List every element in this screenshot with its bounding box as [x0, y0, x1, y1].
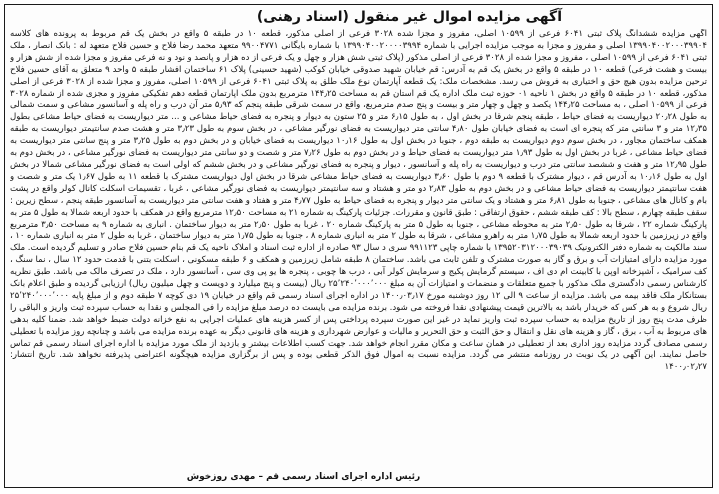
notice-body: آگهی مزایده ششدانگ پلاک ثبتی ۶۰۴۱ فرعی از ۱۰۵۹۹ اصلی، مفروز و مجزا شده ۳۰۲۸ فرعی از اصلی مذکور، قطعه ۱۰ در طبقه ۵ واقع در بخش یک قم مربوط به پرونده های کلاسه ۱۳۹۹۰۴۰۰۲۰۰۰۳۹۹۰۴ اصلی و مفروز و مجزا به موجب مزایده اجرایی با شماره ۱۳۹۹۰۴۰۰۲۰۰۰۰۳۹۹۴ با شماره بایگانی ۹۹۰۰۴۷۷۱ متعهد محمد رضا فلاح و حسین فلاح متعهد له : بانک انصار ، ملک ثبتی ۶۰۴۱ فرعی از ۱۰۵۹۹ اصلی ، مفروز و مجزا شده از ۳۰۲۸ فرعی از اصلی مذکور (پلاک ثبتی شش هزار و چهل و یک فرعی از ده هزار و پانصد و نود و نه فرعی مفروز و مجزا شده از شش هزار و بیست و هشت فرعی) قطعه ۱۰ در طبقه ۵ واقع در بخش یک قم به آدرس: قم خیابان شهید صدوقی خیابان کوکب (شهید حسینی) پلاک ۶۱ ساختمان افشار طبقه ۵ واحد ۹ متعلق به آقای حسین فلاح ترحین مزایده بدون هیچ حق و اختیاری به فروش می رسد. مشخصات ملک: یک قطعه آپارتمان نوع ملک طلق به پلاک ثبتی ۶۰۴۱ فرعی از ۱۰۵۹۹ اصلی، مفروز و مجزا شده از ۳۰۲۸ فرعی از اصلی مذکور، قطعه ۱۰ در طبقه ۵ واقع در بخش ۱ ناحیه ۰۱ حوزه ثبت ملک اداره یک قم استان قم به مساحت ۱۴۴٫۲۵ مترمربع بدون ملک اپارتمان قطعه دهم تفکیکی مفروز و مجزی شده از شماره ۳۰۲۸ فرعی از ۱۰۵۹۹ اصلی ، به مساحت ۱۴۴٫۲۵ یکصد و چهل و چهار متر و بیست و پنج صدم مترمربع، واقع در سمت شرقی طبقه پنجم که ۵٫۹۳ متر آن درب و راه پله و آسانسور مشاعی و سمت شمالی به طول ۲۰٫۲۸ دیواریست به فضای حیاط ، طبقه پنجم شرقا در بخش اول ، به طول ۶٫۱۵ متر و ۲۵ ستون به دیوار و پنجره به فضای حیاط مشاعی و ... متر دیواریست به فضای حیاط مشاعی بطول ۱۲٫۳۵ متر و ۳ سانتی متر که پنجره ای است به فضای خیابان طول ۴٫۸۰ سانتی متر دیواریست به فضای نورگیر مشاعی ، در بخش سوم به طول ۳٫۲۳ متر و هشت صدم سانتیمتر دیواریست به طبقه همکف ساختمان مجاور ، در بخش سوم دوم دیواریست به طبقه دوم ، جنوبا در بخش اول به طول ۱۰٫۱۶ دیواریست به فضای خیابان و در بخش دوم به طول ۳٫۲۵ متر و پنج سانتی متر دیواریست به فضای حیاط مشاعی ، غربا در بخش اول به طول ۱٫۹۳ متر دیواریست به فضای حیاط و در بخش دوم به طول ۷٫۲۶ متر و شصت و دو سانتی متر دیواریست به فضای نورگیر مشاعی ، در بخش دوم به طول ۱۲٫۹۵ متر و هفت و ششصد سانتی متر درب و دیواریست به راه پله و آسانسور ، دیوار و پنجره به فضای نورگیر مشاعی و در بخش ششم که اولی است به فضای نورگیر مشاعی شمالا در بخش اول به طول ۱۰٫۱۶ به آدرس قم ، دیوار مشترک با قطعه ۹ دوم با طول ۳٫۶۰ دیواریست به فضای حیاط مشاعی شرقا در بخش اول دیواریست مشترک با قطعه ۱۱ به طول ۱٫۶۷ یک متر و شصت و هفت سانتیمتر دیواریست به فضای حیاط مشاعی و در بخش دوم به طول ۲٫۸۳ دو متر و هشتاد و سه سانتیمتر دیواریست به فضای نورگیر مشاعی ، غربا ، تقسیمات اسکلت کانال کولر واقع در پشت بام و کانال های مشاعی ، جنوبا به طول ۶٫۸۱ متر و هشتاد و یک سانتی متر دیوار و پنجره به فضای حیاط به طول ۴٫۷۷ متر و هفتاد و هفت سانتی متر دیواریست به آسانسور طبقه پنجم ، سطح زیرین : سقف طبقه چهارم ، سطح بالا : کف طبقه ششم ، حقوق ارتفاقی : طبق قانون و مقررات. جزئیات پارکینگ به شماره ۲۱ به مساحت ۱۲٫۵۰ مترمربع واقع در همکف با حدود اربعه شمالا به طول ۵ متر به پارکینگ شماره ۲۲ ، شرقا به طول ۲٫۵۰ متر به محوطه مشاعی ، جنوبا به طول ۵ متر به پارکینگ شماره ۲۰ ، غربا به طول ۲٫۵۰ متر به دیوار ساختمان . انباری به شماره ۹ به مساحت ۳٫۵۰ مترمربع واقع در زیرزمین با حدود اربعه شمالا به طول ۱٫۷۵ متر به راهرو مشاعی ، شرقا به طول ۲ متر به انباری شماره ۸ ، جنوبا به طول ۱٫۷۵ متر به دیوار ساختمان ، غربا به طول ۲ متر به انباری شماره ۱۰ ، سند مالکیت به شماره دفتر الکترونیک ۱۳۹۵۲۰۳۱۲۰۰۰۳۹۰۳۹ با شماره چاپی ۹۹۱۱۲۳ سری د سال ۹۳ صادره از اداره ثبت اسناد و املاک ناحیه یک قم بنام حسین فلاح صادر و تسلیم گردیده است. ملک مورد مزایده دارای امتیازات آب و برق و گاز به صورت مشترک و تلفن ثابت می باشد. ساختمان ۸ طبقه شامل زیرزمین و همکف و ۶ طبقه مسکونی ، اسکلت بتنی با قدمت حدود ۱۲ سال ، نما سنگ ، کف سرامیک ، آشپزخانه اوپن با کابینت ام دی اف ، سیستم گرمایش پکیج و سرمایش کولر آبی ، درب ها چوبی ، پنجره ها یو پی وی سی ، آسانسور دارد ، ملک در تصرف مالک می باشد. طبق نظریه کارشناس رسمی دادگستری ملک مذکور با جمیع متعلقات و منضمات و امتیازات آن به مبلغ ۲۵٬۲۴۰٬۰۰۰٬۰۰۰ ریال (بیست و پنج میلیارد و دویست و چهل میلیون ریال) ارزیابی گردیده و طبق اعلام بانک بستانکار ملک فاقد بیمه می باشد. مزایده از ساعت ۹ الی ۱۲ روز دوشنبه مورخ ۱۴۰۰٫۰۳٫۱۷ در اداره اجرای اسناد رسمی قم واقع در خیابان ۱۹ دی کوچه ۷ طبقه دوم و از مبلغ پایه ۲۵٬۲۴۰٬۰۰۰٬۰۰۰ ریال شروع و به هر کس که خریدار باشد به بالاترین قیمت پیشنهادی نقدا فروخته می شود. برنده مزایده می بایست ده درصد مبلغ مزایده را فی المجلس و نقدا به حساب سپرده ثبت واریز و الباقی را ظرف مدت پنج روز از تاریخ مزایده به حساب سپرده ثبت واریز نماید در غیر این صورت سپرده پرداختی پس از کسر هزینه های عملیات اجرایی به نفع خزانه دولت ضبط خواهد شد. ضمنا کلیه بدهی های مربوط به آب ، برق ، گاز و هزینه های نقل و انتقال و حق الثبت و حق التحریر و مالیات و عوارض شهرداری و هزینه های قانونی دیگر به عهده برنده مزایده می باشد و چنانچه روز مزایده با تعطیلی رسمی مصادف گردد مزایده روز اداری بعد از تعطیلی در همان ساعت و مکان مقرر انجام خواهد شد. جهت کسب اطلاعات بیشتر و بازدید از ملک مورد مزایده با اداره اجرای اسناد رسمی قم تماس حاصل نمایند. این آگهی در یک نوبت در روزنامه منتشر می گردد. مزایده نسبت به اموال فوق الذکر قطعی بوده و پس از برگزاری مزایده هیچگونه اعتراضی پذیرفته نخواهد شد. تاریخ انتشار: ۱۴۰۰٫۰۲٫۲۷	[10, 29, 707, 373]
auction-notice	[4, 4, 713, 488]
notice-title: آگهی مزایده اموال غیر منقول (اسناد رهنی)	[256, 9, 562, 25]
notice-header	[5, 5, 712, 29]
notice-signature: رئیس اداره اجرای اسناد رسمی قم – مهدی روزخوش	[186, 472, 421, 482]
